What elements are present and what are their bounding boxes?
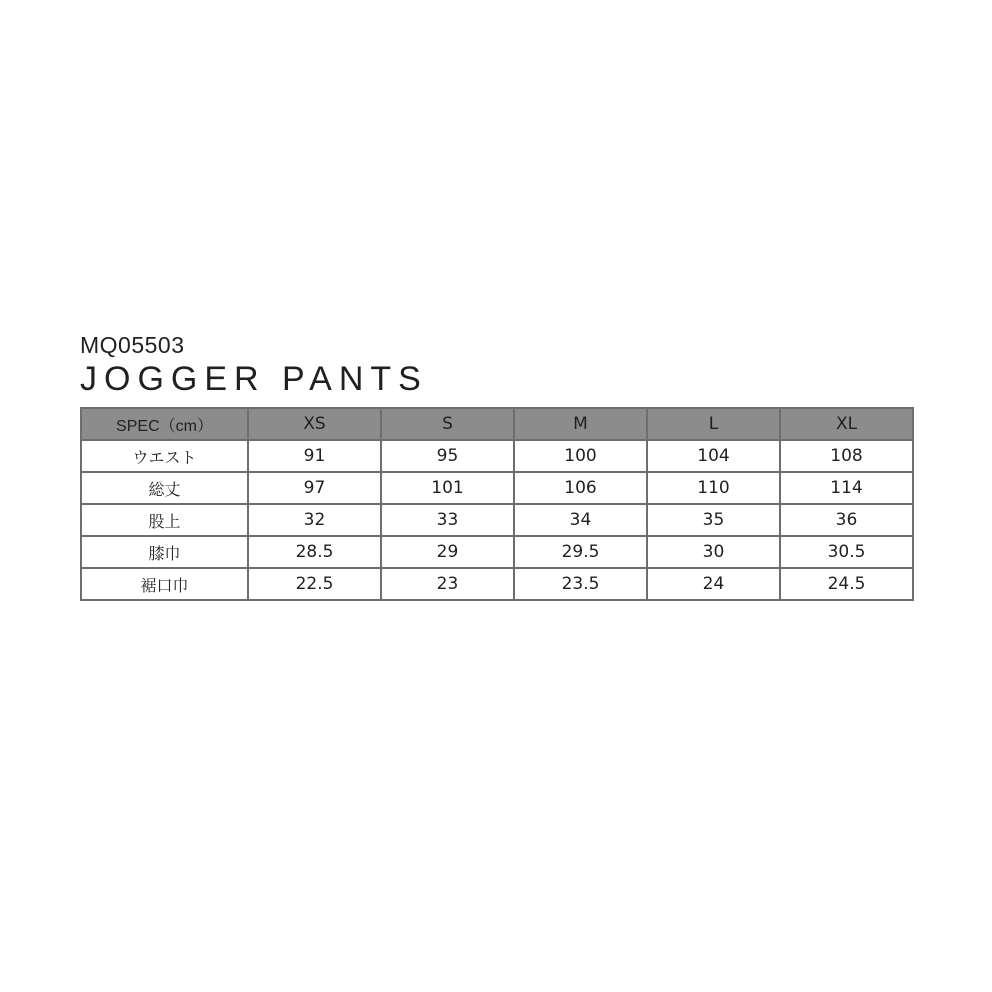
table-cell: 95 bbox=[381, 440, 514, 472]
table-cell: 24 bbox=[647, 568, 780, 600]
size-header-xl: XL bbox=[780, 408, 913, 440]
table-row-total-length bbox=[81, 472, 913, 504]
table-row-knee-width bbox=[81, 536, 913, 568]
row-label-total-length: 総丈 bbox=[81, 472, 248, 504]
table-row-rise bbox=[81, 504, 913, 536]
table-cell: 24.5 bbox=[780, 568, 913, 600]
spec-unit-header: SPEC（cm） bbox=[81, 408, 248, 440]
table-cell: 101 bbox=[381, 472, 514, 504]
table-cell: 36 bbox=[780, 504, 913, 536]
table-row-hem-width bbox=[81, 568, 913, 600]
size-header-s: S bbox=[381, 408, 514, 440]
table-cell: 29 bbox=[381, 536, 514, 568]
table-cell: 30.5 bbox=[780, 536, 913, 568]
table-cell: 23 bbox=[381, 568, 514, 600]
row-label-waist: ウエスト bbox=[81, 440, 248, 472]
table-cell: 108 bbox=[780, 440, 913, 472]
table-cell: 35 bbox=[647, 504, 780, 536]
table-cell: 97 bbox=[248, 472, 381, 504]
table-cell: 29.5 bbox=[514, 536, 647, 568]
size-header-xs: XS bbox=[248, 408, 381, 440]
table-cell: 22.5 bbox=[248, 568, 381, 600]
product-title: JOGGER PANTS bbox=[80, 360, 428, 398]
row-label-hem-width: 裾口巾 bbox=[81, 568, 248, 600]
table-cell: 91 bbox=[248, 440, 381, 472]
table-cell: 23.5 bbox=[514, 568, 647, 600]
table-cell: 33 bbox=[381, 504, 514, 536]
row-label-rise: 股上 bbox=[81, 504, 248, 536]
table-cell: 110 bbox=[647, 472, 780, 504]
table-cell: 106 bbox=[514, 472, 647, 504]
table-cell: 114 bbox=[780, 472, 913, 504]
table-cell: 100 bbox=[514, 440, 647, 472]
size-header-l: L bbox=[647, 408, 780, 440]
table-cell: 30 bbox=[647, 536, 780, 568]
size-spec-table bbox=[80, 407, 914, 601]
table-header-row bbox=[81, 408, 913, 440]
table-cell: 32 bbox=[248, 504, 381, 536]
row-label-knee-width: 膝巾 bbox=[81, 536, 248, 568]
table-cell: 104 bbox=[647, 440, 780, 472]
table-cell: 34 bbox=[514, 504, 647, 536]
product-code: MQ05503 bbox=[80, 332, 185, 358]
size-header-m: M bbox=[514, 408, 647, 440]
table-cell: 28.5 bbox=[248, 536, 381, 568]
table-row-waist bbox=[81, 440, 913, 472]
